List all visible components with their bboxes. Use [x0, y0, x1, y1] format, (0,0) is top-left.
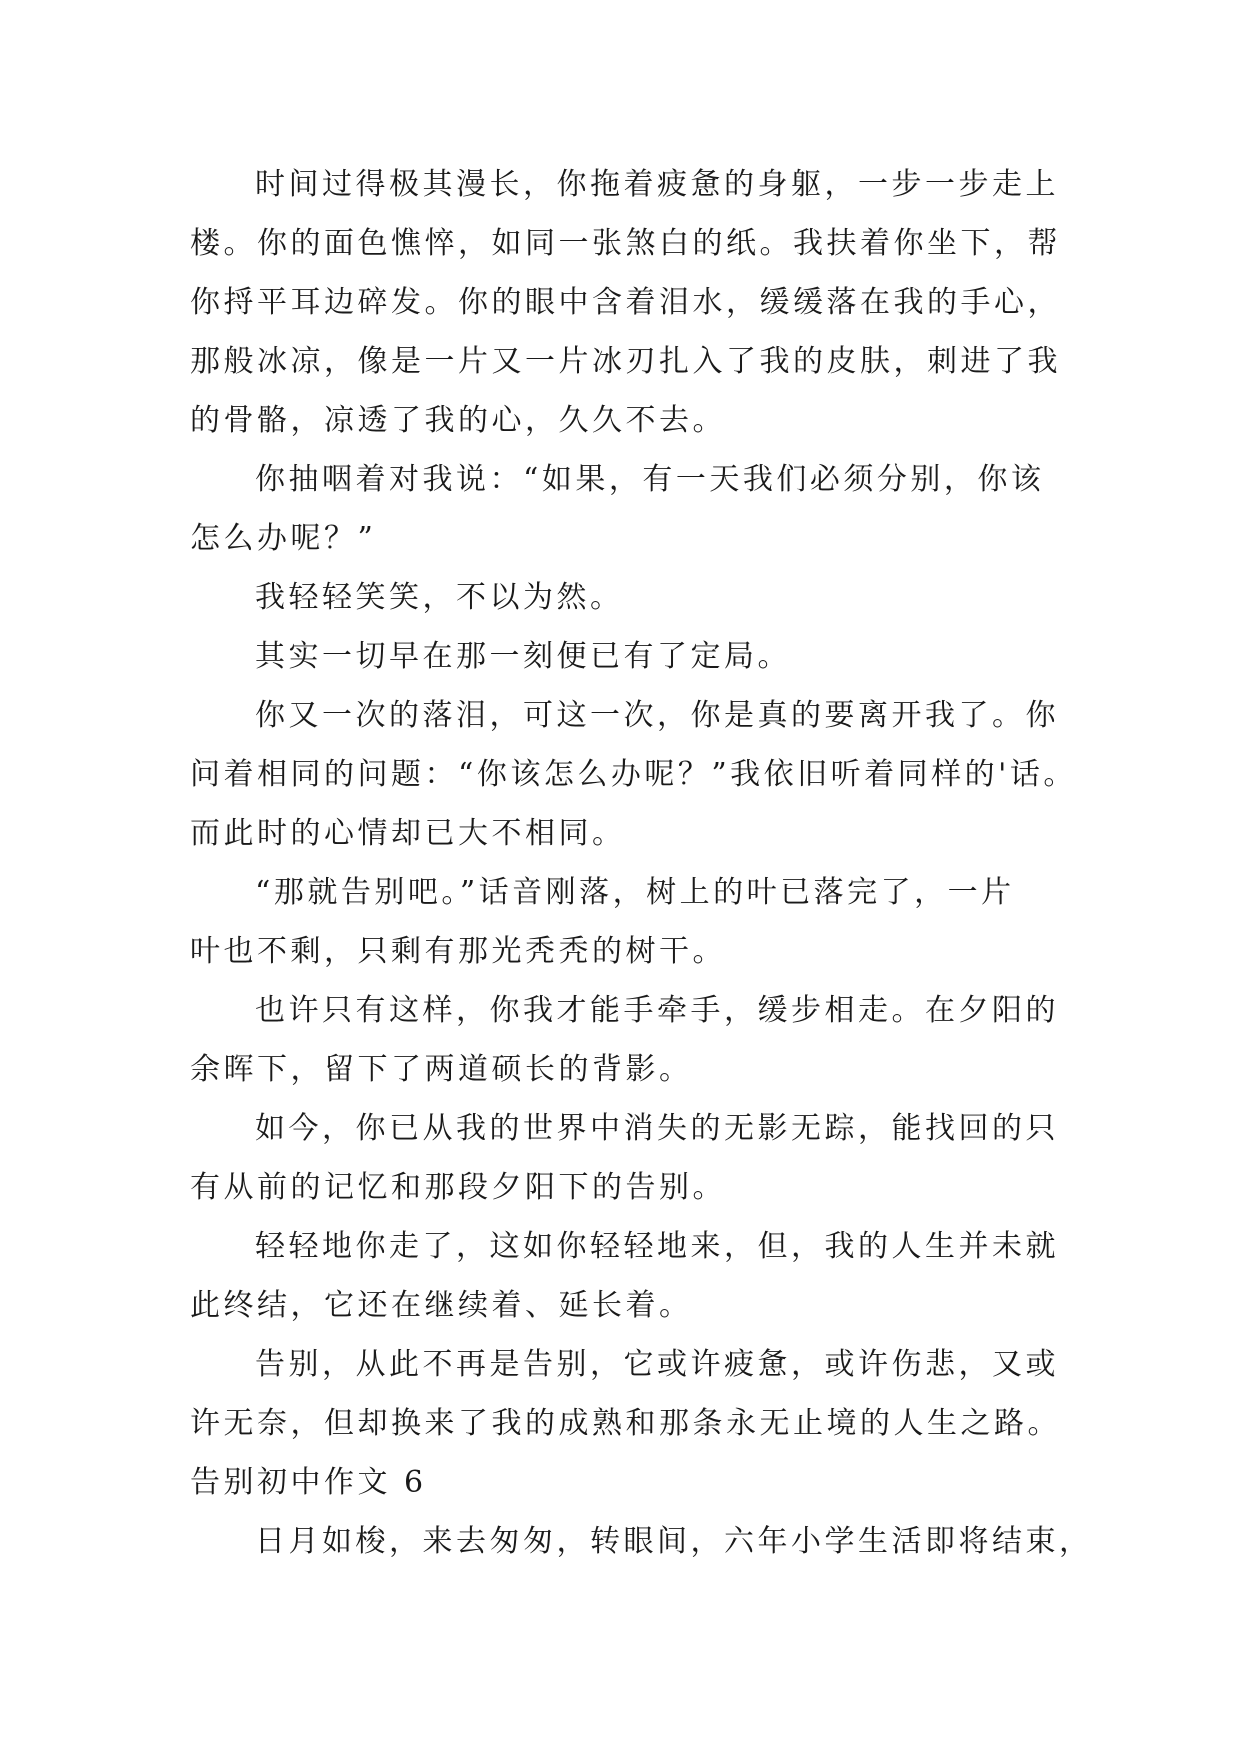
text-line: 问着相同的问题：“你该怎么办呢？”我依旧听着同样的'话。: [190, 757, 1077, 792]
text-line: 余晖下，留下了两道硕长的背影。: [190, 1052, 693, 1087]
paragraph: [190, 981, 1090, 1099]
text-line: 如今，你已从我的世界中消失的无影无踪，能找回的只: [255, 1111, 1059, 1146]
text-line: 我轻轻笑笑，不以为然。: [255, 580, 624, 615]
paragraph: [190, 155, 1090, 450]
paragraph: [190, 1335, 1090, 1453]
paragraph: [190, 1217, 1090, 1335]
text-line: 告别，从此不再是告别，它或许疲惫，或许伤悲，又或: [255, 1347, 1059, 1382]
text-line: 你捋平耳边碎发。你的眼中含着泪水，缓缓落在我的手心，: [190, 285, 1061, 320]
text-line: 楼。你的面色憔悴，如同一张煞白的纸。我扶着你坐下，帮: [190, 226, 1061, 261]
text-line: 日月如梭，来去匆匆，转眼间，六年小学生活即将结束，: [255, 1524, 1093, 1559]
heading-line: 告别初中作文 6: [190, 1465, 427, 1500]
paragraph: [190, 1512, 1093, 1571]
text-line: 怎么办呢？”: [190, 521, 377, 556]
paragraph: [190, 568, 1090, 627]
text-line: 有从前的记忆和那段夕阳下的告别。: [190, 1170, 726, 1205]
text-line: 你抽咽着对我说：“如果，有一天我们必须分别，你该: [255, 462, 1045, 497]
text-line: 许无奈，但却换来了我的成熟和那条永无止境的人生之路。: [190, 1406, 1061, 1441]
text-line: 时间过得极其漫长，你拖着疲惫的身躯，一步一步走上: [255, 167, 1059, 202]
paragraph: [190, 450, 1090, 568]
text-line: 而此时的心情却已大不相同。: [190, 816, 626, 851]
text-line: 那般冰凉，像是一片又一片冰刃扎入了我的皮肤，刺进了我: [190, 344, 1061, 379]
text-line: 你又一次的落泪，可这一次，你是真的要离开我了。你: [255, 698, 1059, 733]
text-line: “那就告别吧。”话音刚落，树上的叶已落完了，一片: [255, 875, 1015, 910]
essay-body: [190, 155, 1093, 1571]
text-line: 的骨骼，凉透了我的心，久久不去。: [190, 403, 726, 438]
text-line: 此终结，它还在继续着、延长着。: [190, 1288, 693, 1323]
text-line: 轻轻地你走了，这如你轻轻地来，但，我的人生并未就: [255, 1229, 1059, 1264]
text-line: 叶也不剩，只剩有那光秃秃的树干。: [190, 934, 726, 969]
text-line: 其实一切早在那一刻便已有了定局。: [255, 639, 791, 674]
paragraph: [190, 1099, 1090, 1217]
paragraph: [190, 863, 1090, 981]
paragraph: [190, 627, 1090, 686]
section-heading: [190, 1453, 1090, 1512]
text-line: 也许只有这样，你我才能手牵手，缓步相走。在夕阳的: [255, 993, 1059, 1028]
paragraph: [190, 686, 1090, 863]
